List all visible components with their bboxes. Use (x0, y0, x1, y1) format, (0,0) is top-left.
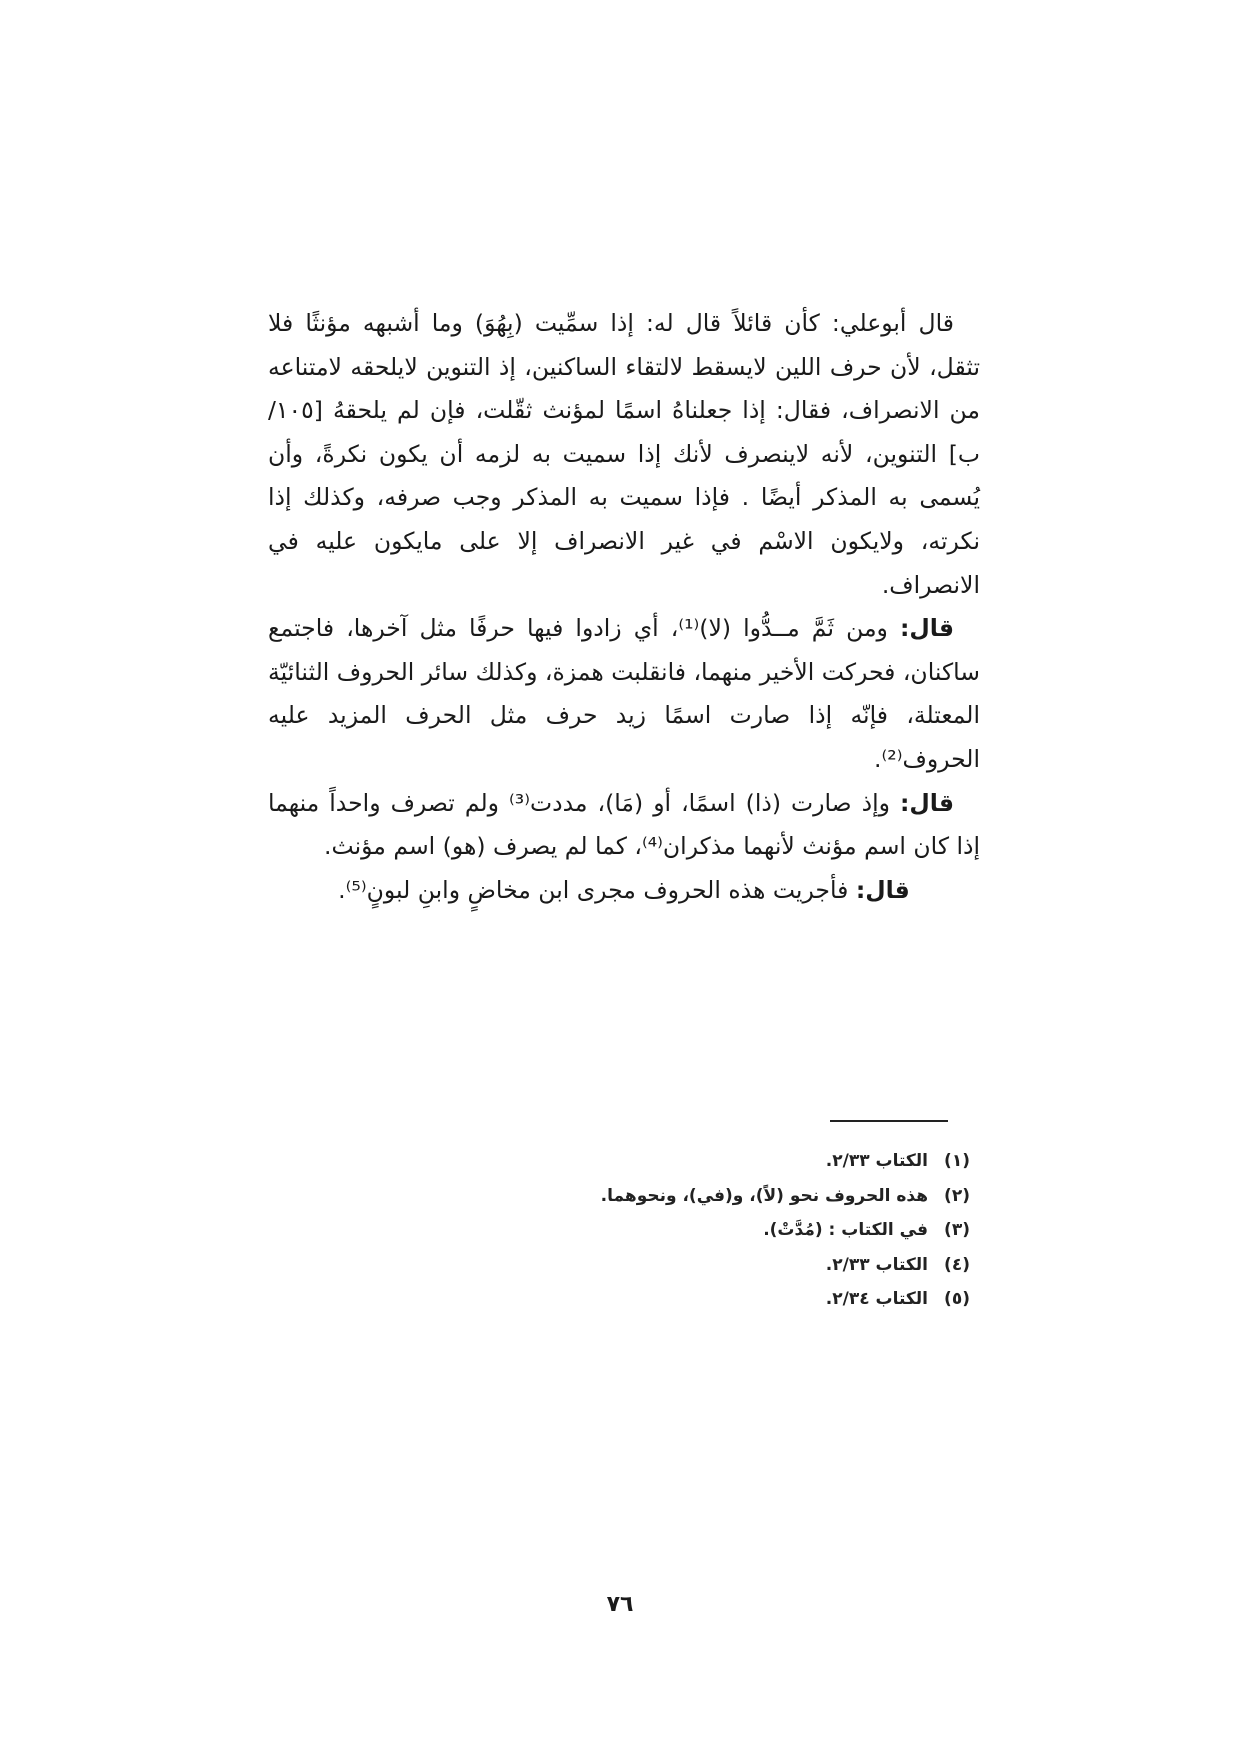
footnote-number: (٤) (944, 1254, 970, 1275)
footnote-text: هذه الحروف نحو (لاً)، و(في)، ونحوهما. (600, 1185, 928, 1206)
footnote-divider (830, 1120, 948, 1122)
footnotes-list (270, 1144, 970, 1317)
paragraph-qala-1 (268, 607, 980, 781)
footnote-text: في الكتاب : (مُدَّتْ). (763, 1220, 928, 1241)
main-text (268, 302, 980, 912)
paragraph-text: وإذ صارت (ذا) اسمًا، أو (مَا)، مددت⁽³⁾ ولم تصرف واحداً منهما إذا كان اسم مؤنث لأنهما مذكران⁽⁴⁾، كما لم يصرف (هو) اسم مؤنث. (268, 788, 980, 861)
footnote-number: (٥) (944, 1289, 970, 1310)
paragraph-lead: قال: (900, 614, 954, 643)
paragraph-text: ومن ثَمَّ مــدُّوا (لا)⁽¹⁾، أي زادوا فيها حرفًا مثل آخرها، فاجتمع ساكنان، فحركت الأخير منهما، فانقلبت همزة، وكذلك سائر الحروف الثنائيّة المعتلة، فإنّه إذا صارت اسمًا زيد حرف مثل الحرف المزيد عليه الحروف⁽²⁾. (268, 614, 980, 773)
footnote-number: (١) (944, 1151, 970, 1171)
footnote-item (270, 1144, 970, 1179)
paragraph-qala-3 (268, 869, 980, 913)
paragraph-lead: قال: (900, 788, 954, 817)
footnote-text: الكتاب ٢/٣٣. (825, 1254, 928, 1275)
footnote-text: الكتاب ٢/٣٣. (825, 1151, 928, 1171)
paragraph-lead: قال: (855, 875, 910, 904)
footnote-item (270, 1282, 970, 1317)
footnote-item (270, 1248, 970, 1283)
page-number: ٧٦ (606, 1592, 634, 1617)
footnote-text: الكتاب ٢/٣٤. (825, 1289, 928, 1310)
footnote-number: (٣) (944, 1220, 970, 1241)
footnote-number: (٢) (944, 1185, 970, 1206)
paragraph-text: قال أبوعلي: كأن قائلاً قال له: إذا سمِّيت (بِهُوَ) وما أشبهه مؤنثًا فلا تثقل، لأن حرف اللين لايسقط لالتقاء الساكنين، إذ التنوين لايلحقه لامتناعه من الانصراف، فقال: إذا جعلناهُ اسمًا لمؤنث ثقّلت، فإن لم يلحقهُ [١٠٥/ب] التنوين، لأنه لاينصرف لأنك إذا سميت به لزمه أن يكون نكرةً، وأن يُسمى به المذكر أيضًا . فإذا سميت به المذكر وجب صرفه، وكذلك إذا نكرته، ولايكون الاسْم في غير الانصراف إلا على مايكون عليه في الانصراف. (268, 309, 980, 599)
footnote-item (270, 1179, 970, 1214)
paragraph-qala-2 (268, 782, 980, 869)
paragraph-text: فأجريت هذه الحروف مجرى ابن مخاضٍ وابنِ لبونٍ⁽⁵⁾. (338, 875, 856, 904)
paragraph-abu-ali (268, 302, 980, 607)
footnote-item (270, 1213, 970, 1248)
